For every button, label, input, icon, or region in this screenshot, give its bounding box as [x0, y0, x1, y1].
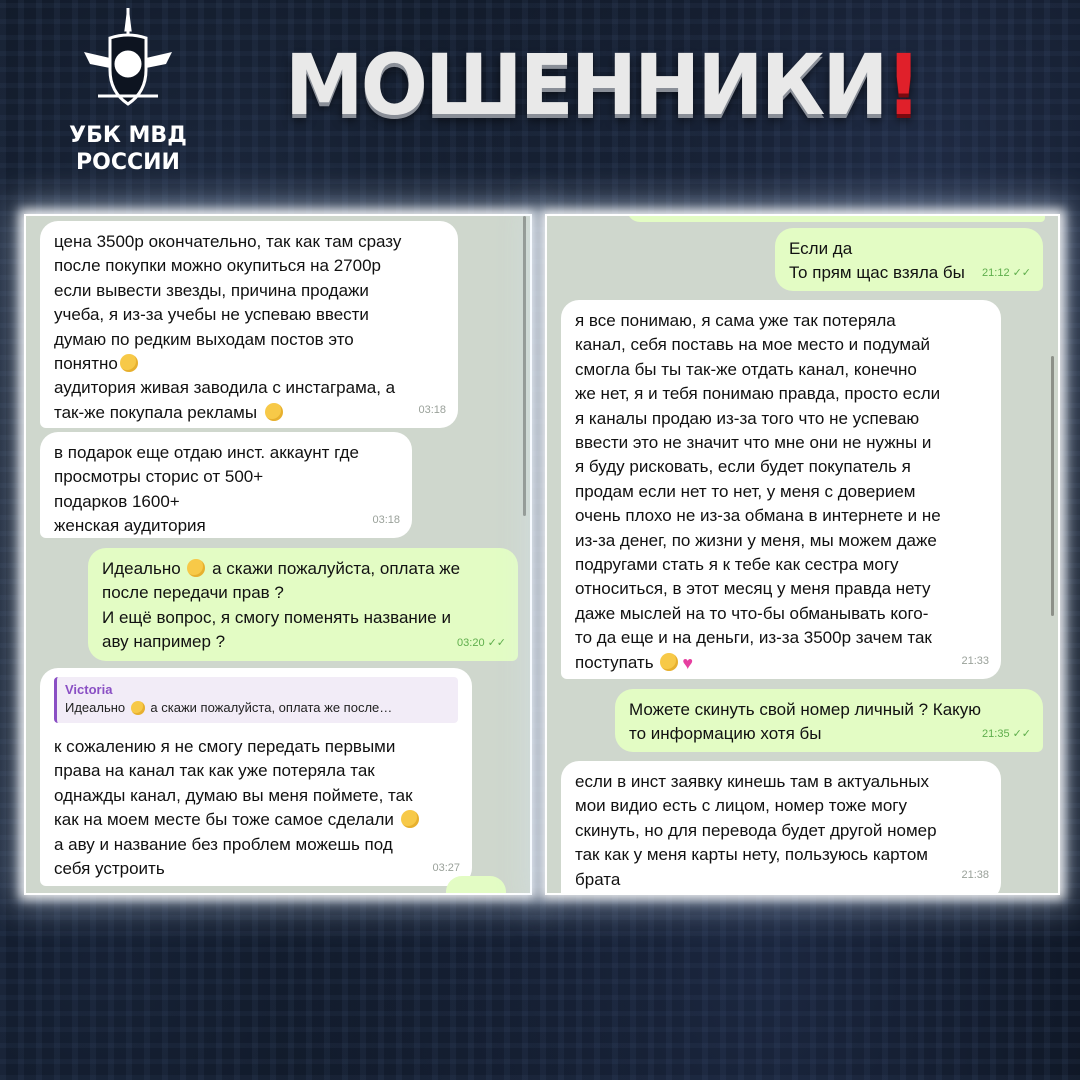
- message-text: если в инст заявку кинешь там в актуальных мои видио есть с лицом, номер тоже могу скинуть, но для перевода будет другой номер так как у меня карты нету, пользуюсь картом брата: [575, 772, 937, 889]
- page-title: [285, 30, 919, 140]
- message-text: а аву и название без проблем можешь под себя устроить: [54, 834, 393, 879]
- face-hand-over-mouth-emoji-icon: [265, 403, 283, 421]
- read-checkmarks-icon: ✓✓: [1012, 266, 1031, 279]
- message-bubble: [561, 761, 1001, 895]
- message-text: а скажи пожалуйста, оплата же после передачи прав ? И ещё вопрос, я смогу поменять название и аву например ?: [102, 559, 461, 652]
- message-bubble: [40, 668, 472, 886]
- reply-quote[interactable]: [54, 677, 458, 723]
- message-text: Идеально: [102, 559, 181, 578]
- org-name: УБК МВД РОССИИ: [69, 123, 187, 175]
- message-time: [982, 261, 1031, 285]
- headline-text: МОШЕННИКИ: [285, 36, 886, 134]
- message-bubble: [88, 548, 518, 661]
- read-checkmarks-icon: ✓✓: [1012, 727, 1031, 740]
- partial-message-bubble: [446, 876, 506, 895]
- message-text: к сожалению я не смогу передать первыми права на канал так как уже потеряла так однажды канал, думаю вы меня поймете, так как на моем месте бы тоже самое сделали: [54, 737, 413, 830]
- message-time: 21:38: [961, 868, 989, 881]
- crying-face-emoji-icon: [660, 653, 678, 671]
- read-checkmarks-icon: ✓✓: [487, 636, 506, 649]
- scrollbar[interactable]: [523, 216, 526, 516]
- exclamation-mark: !: [885, 36, 919, 134]
- message-time: 21:33: [961, 654, 989, 667]
- chat-screenshot-right: [545, 214, 1060, 895]
- partial-message-bubble: [627, 214, 1045, 222]
- quote-text-part: а скажи пожалуйста, оплата же после…: [146, 700, 393, 715]
- pink-heart-emoji-icon: ♥: [682, 652, 693, 673]
- message-text: цена 3500р окончательно, так как там сразу после покупки можно окупиться на 2700р если вывести звезды, причина продажи учеба, я из-за учебы не успеваю ввести думаю по редким выходам постов это понятно: [54, 232, 402, 374]
- quote-text: [65, 699, 450, 717]
- pleading-face-emoji-icon: [131, 701, 145, 715]
- time-label: 21:35: [982, 727, 1010, 740]
- message-text: Можете скинуть свой номер личный ? Какую то информацию хотя бы: [629, 700, 982, 744]
- message-text: аудитория живая заводила с инстаграма, а так-же покупала рекламы: [54, 378, 396, 422]
- pleading-face-emoji-icon: [187, 559, 205, 577]
- message-text: Если да То прям щас взяла бы: [789, 239, 965, 283]
- message-bubble: [40, 221, 458, 428]
- message-time: 03:27: [432, 861, 460, 874]
- message-time: [982, 722, 1031, 746]
- shield-emblem-icon: [80, 8, 176, 118]
- time-label: 21:12: [982, 266, 1010, 279]
- crying-face-emoji-icon: [120, 354, 138, 372]
- quote-text-part: Идеально: [65, 700, 126, 715]
- message-text: в подарок еще отдаю инст. аккаунт где просмотры сторис от 500+ подарков 1600+ женская аудитория: [54, 443, 359, 536]
- message-text: я все понимаю, я сама уже так потеряла канал, себя поставь на мое место и подумай смогла бы ты так-же отдать канал, конечно же нет, я и тебя понимаю правда, просто если я каналы продаю из-за того что не успеваю ввести это не значит что мне они не нужны и я буду рисковать, если будет покупатель я продам если нет то нет, у меня с доверием очень плохо не из-за обмана в интернете и не из-за денег, по жизни у меня, мы можем даже подругами стать я к тебе как сестра могу относиться, в этот месяц у меня правда нету даже мыслей на то что-бы обманывать кого- то да еще и на деньги, из-за 3500р зачем так поступать: [575, 311, 941, 672]
- message-time: 03:18: [418, 403, 446, 416]
- message-bubble: [561, 300, 1001, 679]
- message-time: 03:18: [372, 513, 400, 526]
- quote-author: Victoria: [65, 682, 113, 697]
- message-bubble: [775, 228, 1043, 291]
- message-bubble: [40, 432, 412, 538]
- message-time: [457, 631, 506, 655]
- crying-face-emoji-icon: [401, 810, 419, 828]
- message-bubble: [615, 689, 1043, 752]
- chat-screenshot-left: [24, 214, 532, 895]
- scrollbar[interactable]: [1051, 356, 1054, 616]
- time-label: 03:20: [457, 636, 485, 649]
- ubk-logo: [58, 8, 198, 176]
